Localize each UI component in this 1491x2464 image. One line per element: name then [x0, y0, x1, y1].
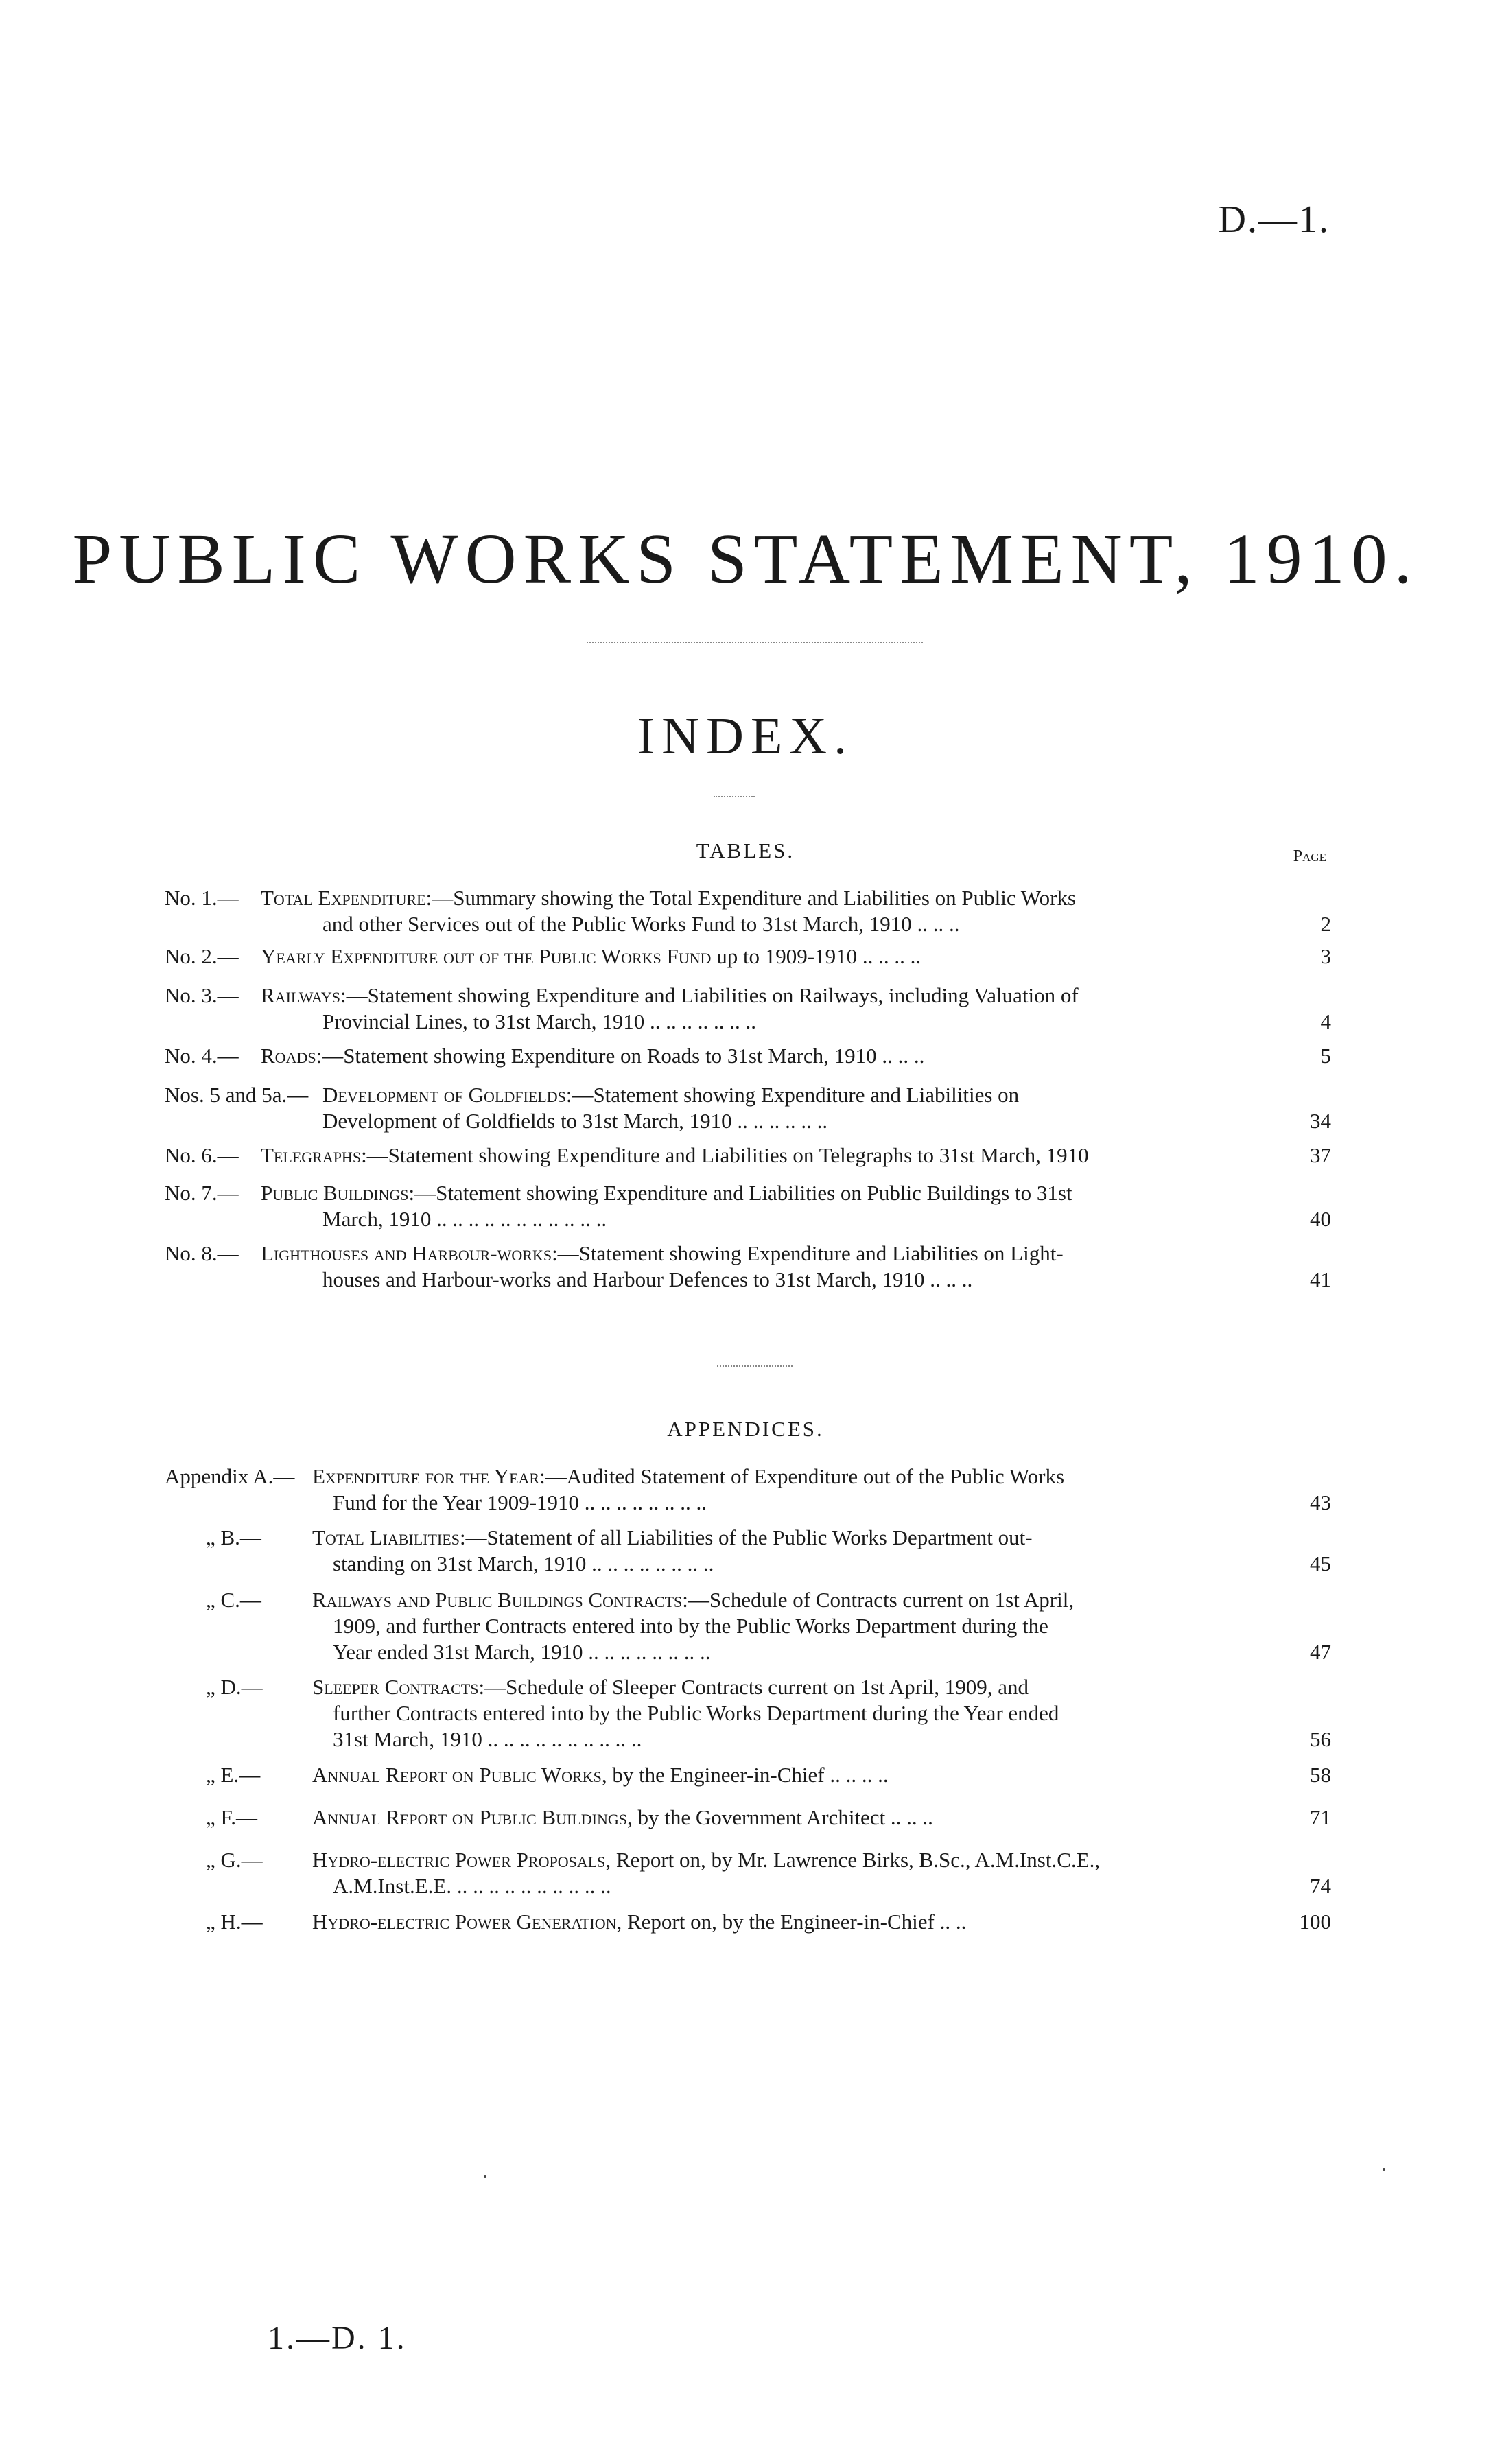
entry-description: :—Summary showing the Total Expenditure and Liabilities on Public Works	[425, 886, 1076, 910]
section-divider	[717, 1365, 793, 1367]
entry-page: 43	[1310, 1490, 1331, 1514]
entry-description: :—Schedule of Contracts current on 1st April,	[682, 1588, 1075, 1612]
entry-description-continued: 31st March, 1910 .. .. .. .. .. .. .. .. .. ..	[333, 1727, 642, 1751]
entry-description: , Report on, by the Engineer-in-Chief .. ..	[616, 1910, 967, 1934]
table-entry-6[interactable]	[165, 1142, 1331, 1169]
entry-description-continued: Year ended 31st March, 1910 .. .. .. .. .. .. .. ..	[333, 1640, 711, 1664]
entry-number: No. 3.—	[165, 983, 239, 1007]
entry-description: :—Schedule of Sleeper Contracts current on 1st April, 1909, and	[478, 1675, 1029, 1699]
document-title: PUBLIC WORKS STATEMENT, 1910.	[72, 519, 1419, 598]
entry-description-continued: standing on 31st March, 1910 .. .. .. .. .. .. .. ..	[333, 1551, 714, 1575]
entry-page: 74	[1310, 1874, 1331, 1898]
entry-number: „ H.—	[206, 1910, 263, 1934]
appendix-entry-e[interactable]	[165, 1762, 1331, 1788]
appendix-entry-a[interactable]	[165, 1464, 1331, 1516]
entry-description: :—Statement showing Expenditure and Liabilities on Railways, including Valuation of	[340, 983, 1079, 1007]
entry-page: 37	[1310, 1143, 1331, 1167]
entry-page: 100	[1299, 1910, 1331, 1934]
entry-heading: Hydro-electric Power Generation	[312, 1910, 617, 1934]
entry-number: No. 7.—	[165, 1181, 239, 1205]
entry-description: :—Statement showing Expenditure and Liabilities on Telegraphs to 31st March, 1910	[361, 1143, 1089, 1167]
entry-heading: Telegraphs	[261, 1143, 362, 1167]
entry-number: No. 1.—	[165, 886, 239, 910]
appendix-entry-f[interactable]	[165, 1805, 1331, 1831]
entry-heading: Total Liabilities	[312, 1525, 460, 1549]
entry-page: 58	[1310, 1763, 1331, 1787]
entry-heading: Railways and Public Buildings Contracts	[312, 1588, 683, 1612]
entry-heading: Expenditure for the Year	[312, 1464, 540, 1488]
entry-page: 47	[1310, 1640, 1331, 1664]
entry-page: 56	[1310, 1727, 1331, 1751]
entry-description: , by the Engineer-in-Chief .. .. .. ..	[601, 1763, 889, 1787]
entry-number: „ B.—	[206, 1525, 261, 1549]
entry-heading: Total Expenditure	[261, 886, 426, 910]
table-entry-3[interactable]	[165, 983, 1331, 1035]
table-entry-4[interactable]	[165, 1043, 1331, 1069]
print-speck	[1383, 2168, 1385, 2171]
entry-description: up to 1909-1910 .. .. .. ..	[711, 944, 921, 968]
entry-page: 5	[1320, 1044, 1331, 1068]
entry-page: 34	[1310, 1109, 1331, 1133]
entry-heading: Hydro-electric Power Proposals	[312, 1848, 606, 1872]
entry-heading: Roads	[261, 1044, 316, 1068]
entry-description-continued: Provincial Lines, to 31st March, 1910 .. .. .. .. .. .. ..	[322, 1009, 756, 1033]
page-column-label: Page	[1293, 847, 1326, 865]
appendices-heading: APPENDICES.	[667, 1417, 824, 1441]
entry-page: 71	[1310, 1805, 1331, 1829]
entry-page: 3	[1320, 944, 1331, 968]
entry-description: :—Statement showing Expenditure and Liabilities on	[565, 1083, 1020, 1107]
entry-description: :—Statement showing Expenditure on Roads to 31st March, 1910 .. .. ..	[316, 1044, 925, 1068]
entry-page: 40	[1310, 1207, 1331, 1231]
appendix-entry-h[interactable]	[165, 1909, 1331, 1935]
footer-signature: 1.—D. 1.	[268, 2320, 407, 2356]
title-divider	[587, 642, 923, 643]
entry-description-continued: A.M.Inst.E.E. .. .. .. .. .. .. .. .. .. ..	[333, 1874, 611, 1898]
entry-page: 41	[1310, 1267, 1331, 1291]
entry-description: :—Statement of all Liabilities of the Public Works Department out-	[459, 1525, 1033, 1549]
entry-heading: Sleeper Contracts	[312, 1675, 479, 1699]
appendix-entry-b[interactable]	[165, 1525, 1331, 1577]
entry-number: No. 4.—	[165, 1044, 239, 1068]
entry-description-continued: Fund for the Year 1909-1910 .. .. .. .. .. .. .. ..	[333, 1490, 707, 1514]
table-entry-1[interactable]	[165, 885, 1331, 937]
document-reference: D.—1.	[1218, 198, 1330, 241]
entry-number: No. 6.—	[165, 1143, 239, 1167]
entry-heading: Yearly Expenditure out of the Public Works Fund	[261, 944, 712, 968]
entry-heading: Railways	[261, 983, 341, 1007]
table-entry-8[interactable]	[165, 1241, 1331, 1293]
table-entry-7[interactable]	[165, 1180, 1331, 1232]
appendix-entry-c[interactable]	[165, 1587, 1331, 1665]
entry-description-continued: further Contracts entered into by the Public Works Department during the Year ended	[333, 1701, 1059, 1725]
index-heading: INDEX.	[637, 707, 854, 765]
table-entry-2[interactable]	[165, 943, 1331, 970]
index-divider	[714, 796, 755, 797]
entry-heading: Public Buildings	[261, 1181, 409, 1205]
entry-description: :—Audited Statement of Expenditure out of the Public Works	[539, 1464, 1065, 1488]
entry-heading: Development of Goldfields	[322, 1083, 566, 1107]
entry-number: No. 8.—	[165, 1241, 239, 1265]
entry-number: Appendix A.—	[165, 1464, 295, 1488]
entry-description-continued: houses and Harbour-works and Harbour Defences to 31st March, 1910 .. .. ..	[322, 1267, 973, 1291]
entry-description-continued: March, 1910 .. .. .. .. .. .. .. .. .. .. ..	[322, 1207, 607, 1231]
tables-heading: TABLES.	[696, 838, 795, 863]
entry-number: „ F.—	[206, 1805, 258, 1829]
entry-heading: Annual Report on Public Works	[312, 1763, 602, 1787]
entry-description: , Report on, by Mr. Lawrence Birks, B.Sc., A.M.Inst.C.E.,	[605, 1848, 1101, 1872]
entry-description-continued: 1909, and further Contracts entered into by the Public Works Department during the	[333, 1614, 1048, 1638]
entry-heading: Lighthouses and Harbour-works	[261, 1241, 552, 1265]
entry-description: :—Statement showing Expenditure and Liabilities on Public Buildings to 31st	[408, 1181, 1072, 1205]
appendix-entry-g[interactable]	[165, 1847, 1331, 1899]
entry-description: :—Statement showing Expenditure and Liabilities on Light-	[552, 1241, 1064, 1265]
entry-description: , by the Government Architect .. .. ..	[626, 1805, 933, 1829]
entry-description-continued: Development of Goldfields to 31st March, 1910 .. .. .. .. .. ..	[322, 1109, 828, 1133]
print-speck	[484, 2175, 486, 2178]
appendix-entry-d[interactable]	[165, 1674, 1331, 1752]
entry-page: 2	[1320, 912, 1331, 936]
entry-heading: Annual Report on Public Buildings	[312, 1805, 627, 1829]
table-entry-5[interactable]	[165, 1082, 1331, 1134]
entry-page: 4	[1320, 1009, 1331, 1033]
entry-number: No. 2.—	[165, 944, 239, 968]
entry-number: „ C.—	[206, 1588, 261, 1612]
entry-page: 45	[1310, 1551, 1331, 1575]
entry-number: Nos. 5 and 5a.—	[165, 1083, 309, 1107]
entry-number: „ G.—	[206, 1848, 263, 1872]
entry-description-continued: and other Services out of the Public Works Fund to 31st March, 1910 .. .. ..	[322, 912, 960, 936]
entry-number: „ D.—	[206, 1675, 263, 1699]
entry-number: „ E.—	[206, 1763, 261, 1787]
